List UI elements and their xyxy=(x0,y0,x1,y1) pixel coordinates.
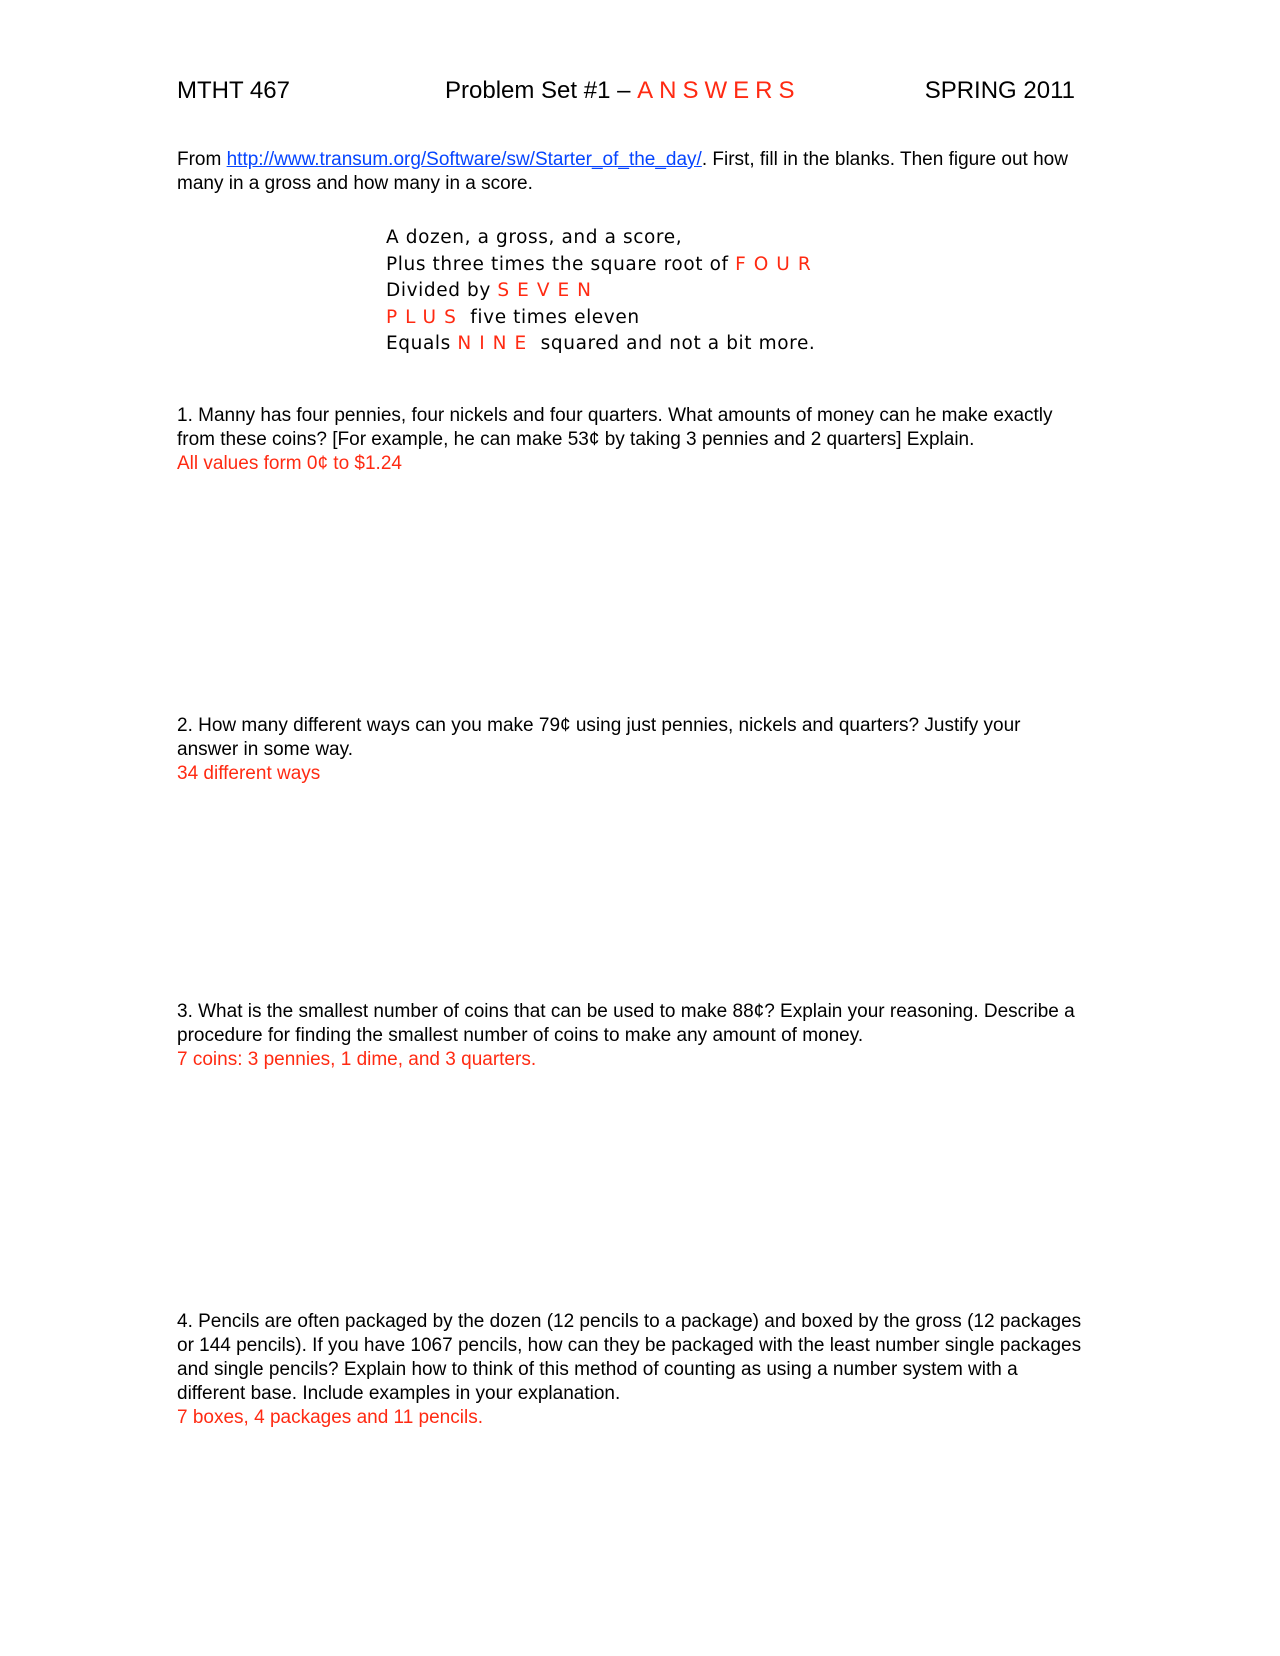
page-title xyxy=(445,74,800,108)
intro-suffix: . First, fill in the blanks. Then figure out how many in a gross and how many in a score. xyxy=(177,149,1068,194)
problem-1 xyxy=(177,404,1082,476)
poem-answer-four: FOUR xyxy=(735,253,819,275)
problem-question: 3. What is the smallest number of coins that can be used to make 88¢? Explain your reasoning. Describe a procedure for finding the smallest number of coins to make any amount of money. xyxy=(177,1001,1075,1046)
poem-line xyxy=(386,225,906,252)
poem-line xyxy=(386,331,906,358)
poem-line-3-text: Divided by xyxy=(386,280,498,301)
intro-prefix: From xyxy=(177,149,227,170)
poem-line xyxy=(386,278,906,305)
problem-question: 1. Manny has four pennies, four nickels and four quarters. What amounts of money can he make exactly from these coins? [For example, he can make 53¢ by taking 3 pennies and 2 quarters] Explain. xyxy=(177,405,1053,450)
course-code: MTHT 467 xyxy=(177,77,290,104)
intro-paragraph xyxy=(177,148,1077,196)
poem xyxy=(386,225,906,358)
title-answers: ANSWERS xyxy=(637,77,801,104)
problem-question: 4. Pencils are often packaged by the dozen (12 pencils to a package) and boxed by the gross (12 packages or 144 pencils). If you have 1067 pencils, how can they be packaged with the least number single packages and single pencils? Explain how to think of this method of counting as using a number system with a different base. Include examples in your explanation. xyxy=(177,1311,1082,1404)
poem-line-2-text: Plus three times the square root of xyxy=(386,253,736,275)
poem-answer-plus: PLUS xyxy=(386,306,464,328)
poem-line-5-text: Equals xyxy=(386,333,458,354)
problem-answer: 7 boxes, 4 packages and 11 pencils. xyxy=(177,1407,483,1428)
poem-line xyxy=(386,305,906,332)
problem-3 xyxy=(177,1000,1082,1072)
page-header xyxy=(177,74,1075,108)
problem-answer: 7 coins: 3 pennies, 1 dime, and 3 quarters. xyxy=(177,1049,537,1070)
problem-answer: 34 different ways xyxy=(177,763,321,784)
semester: SPRING 2011 xyxy=(924,77,1075,104)
poem-line-5-suffix: squared and not a bit more. xyxy=(534,333,816,354)
title-prefix: Problem Set #1 – xyxy=(445,77,638,104)
poem-answer-nine: NINE xyxy=(457,333,535,354)
problem-4 xyxy=(177,1310,1082,1430)
poem-answer-seven: SEVEN xyxy=(497,280,600,301)
source-link[interactable]: http://www.transum.org/Software/sw/Starter_of_the_day/ xyxy=(226,149,702,170)
poem-line-1: A dozen, a gross, and a score, xyxy=(386,227,683,248)
problem-answer: All values form 0¢ to $1.24 xyxy=(177,453,402,474)
poem-line xyxy=(386,252,906,279)
poem-line-4-text: five times eleven xyxy=(463,306,640,328)
problem-question: 2. How many different ways can you make 79¢ using just pennies, nickels and quarters? Justify your answer in some way. xyxy=(177,715,1021,760)
problem-2 xyxy=(177,714,1082,786)
